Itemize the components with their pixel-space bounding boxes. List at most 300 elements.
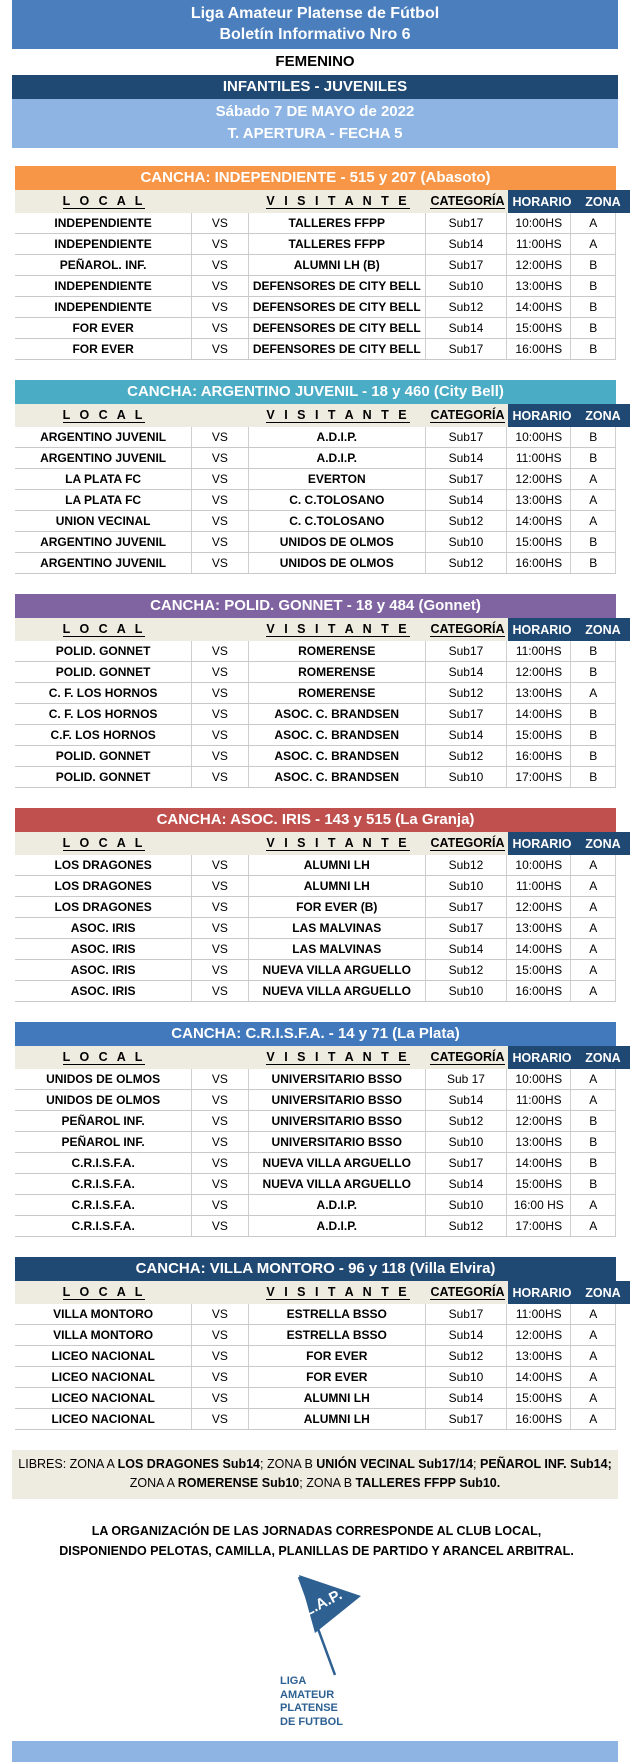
local-team: ASOC. IRIS xyxy=(70,963,136,977)
horario-value: 10:00HS xyxy=(506,855,570,875)
categoria-value: Sub17 xyxy=(425,255,506,275)
horario-value: 10:00HS xyxy=(506,1069,570,1089)
zona-value: B xyxy=(570,318,616,338)
zona-value: A xyxy=(570,1069,616,1089)
horario-value: 11:00HS xyxy=(506,876,570,896)
categoria-value: Sub10 xyxy=(425,876,506,896)
league-title-band xyxy=(12,0,618,49)
visitante-team: ALUMNI LH xyxy=(248,1409,425,1429)
vs-label: VS xyxy=(191,1174,247,1194)
vs-label: VS xyxy=(191,939,247,959)
visitante-team: ASOC. C. BRANDSEN xyxy=(248,767,425,787)
column-header-visitante: V I S I T A N T E xyxy=(266,194,410,208)
column-header-vs-spacer xyxy=(193,190,249,213)
zona-value: A xyxy=(570,511,616,531)
local-team: LOS DRAGONES xyxy=(54,858,152,872)
match-row xyxy=(15,490,616,511)
horario-value: 17:00HS xyxy=(506,767,570,787)
logo-wordmark-line: AMATEUR xyxy=(280,1688,335,1701)
column-header-zona: ZONA xyxy=(585,408,621,423)
categoria-value: Sub17 xyxy=(425,339,506,359)
categoria-value: Sub10 xyxy=(425,532,506,552)
horario-value: 13:00HS xyxy=(506,490,570,510)
column-header-local: L O C A L xyxy=(62,1050,146,1064)
local-team: ASOC. IRIS xyxy=(70,921,136,935)
horario-value: 11:00HS xyxy=(506,234,570,254)
organization-note xyxy=(0,1521,633,1561)
categoria-value: Sub17 xyxy=(425,1304,506,1324)
zona-value: A xyxy=(570,876,616,896)
column-header-horario-zona xyxy=(508,404,630,427)
categoria-value: Sub12 xyxy=(425,855,506,875)
categoria-value: Sub12 xyxy=(425,683,506,703)
categoria-value: Sub17 xyxy=(425,641,506,661)
categoria-value: Sub14 xyxy=(425,448,506,468)
vs-label: VS xyxy=(191,960,247,980)
cancha-title: CANCHA: ASOC. IRIS - 143 y 515 (La Granja) xyxy=(15,808,616,832)
local-team: ARGENTINO JUVENIL xyxy=(40,535,167,549)
categoria-value: Sub12 xyxy=(425,297,506,317)
category-band: FEMENINO xyxy=(12,49,618,75)
match-row xyxy=(15,1304,616,1325)
categoria-value: Sub10 xyxy=(425,767,506,787)
visitante-team: C. C.TOLOSANO xyxy=(248,511,425,531)
horario-value: 11:00HS xyxy=(506,1304,570,1324)
local-team: C.F. LOS HORNOS xyxy=(50,728,156,742)
categoria-value: Sub14 xyxy=(425,234,506,254)
horario-value: 14:00HS xyxy=(506,704,570,724)
horario-value: 16:00HS xyxy=(506,1409,570,1429)
libres-segment: ; xyxy=(473,1457,480,1471)
categoria-value: Sub10 xyxy=(425,276,506,296)
visitante-team: UNIVERSITARIO BSSO xyxy=(248,1090,425,1110)
zona-value: A xyxy=(570,469,616,489)
cancha-section xyxy=(15,1022,621,1237)
cancha-section xyxy=(15,1257,621,1430)
horario-value: 12:00HS xyxy=(506,1111,570,1131)
zona-value: A xyxy=(570,918,616,938)
categoria-value: Sub14 xyxy=(425,318,506,338)
horario-value: 13:00HS xyxy=(506,918,570,938)
vs-label: VS xyxy=(191,213,247,233)
local-team: POLID. GONNET xyxy=(55,644,151,658)
column-header-horario-zona xyxy=(508,832,630,855)
zona-value: B xyxy=(570,297,616,317)
column-header-row xyxy=(15,832,621,855)
vs-label: VS xyxy=(191,1346,247,1366)
vs-label: VS xyxy=(191,876,247,896)
horario-value: 12:00HS xyxy=(506,469,570,489)
local-team: VILLA MONTORO xyxy=(53,1328,154,1342)
zona-value: B xyxy=(570,704,616,724)
column-header-zona: ZONA xyxy=(585,194,621,209)
libres-segment: PEÑAROL INF. Sub14; xyxy=(480,1457,612,1471)
horario-value: 13:00HS xyxy=(506,1346,570,1366)
categoria-value: Sub17 xyxy=(425,918,506,938)
zona-value: A xyxy=(570,1090,616,1110)
column-header-horario: HORARIO xyxy=(512,1285,572,1300)
local-team: ARGENTINO JUVENIL xyxy=(40,451,167,465)
sections xyxy=(15,166,621,1430)
match-row xyxy=(15,511,616,532)
match-row xyxy=(15,1216,616,1237)
categoria-value: Sub17 xyxy=(425,1409,506,1429)
local-team: INDEPENDIENTE xyxy=(54,216,152,230)
categoria-value: Sub14 xyxy=(425,725,506,745)
match-row xyxy=(15,981,616,1002)
categoria-value: Sub10 xyxy=(425,1367,506,1387)
zona-value: A xyxy=(570,490,616,510)
match-row xyxy=(15,960,616,981)
local-team: VILLA MONTORO xyxy=(53,1307,154,1321)
tournament-round: T. APERTURA - FECHA 5 xyxy=(227,125,403,142)
categoria-value: Sub17 xyxy=(425,469,506,489)
vs-label: VS xyxy=(191,1388,247,1408)
local-team: FOR EVER xyxy=(72,321,134,335)
visitante-team: ALUMNI LH (B) xyxy=(248,255,425,275)
zona-value: B xyxy=(570,553,616,573)
visitante-team: LAS MALVINAS xyxy=(248,918,425,938)
categoria-value: Sub14 xyxy=(425,1388,506,1408)
local-team: UNION VECINAL xyxy=(55,514,151,528)
visitante-team: ASOC. C. BRANDSEN xyxy=(248,704,425,724)
column-header-row xyxy=(15,1281,621,1304)
match-row xyxy=(15,1174,616,1195)
visitante-team: ROMERENSE xyxy=(248,641,425,661)
vs-label: VS xyxy=(191,427,247,447)
categoria-value: Sub17 xyxy=(425,427,506,447)
local-team: ARGENTINO JUVENIL xyxy=(40,430,167,444)
match-row xyxy=(15,1069,616,1090)
libres-line-1 xyxy=(12,1455,618,1474)
local-team: ASOC. IRIS xyxy=(70,942,136,956)
logo-wordmark-line: PLATENSE xyxy=(280,1702,338,1714)
categoria-value: Sub14 xyxy=(425,1174,506,1194)
vs-label: VS xyxy=(191,234,247,254)
horario-value: 13:00HS xyxy=(506,1132,570,1152)
zona-value: A xyxy=(570,1304,616,1324)
vs-label: VS xyxy=(191,1153,247,1173)
match-row xyxy=(15,939,616,960)
match-row xyxy=(15,234,616,255)
visitante-team: DEFENSORES DE CITY BELL xyxy=(248,297,425,317)
cancha-title: CANCHA: ARGENTINO JUVENIL - 18 y 460 (City Bell) xyxy=(15,380,616,404)
categoria-value: Sub14 xyxy=(425,939,506,959)
categoria-value: Sub12 xyxy=(425,511,506,531)
horario-value: 15:00HS xyxy=(506,532,570,552)
visitante-team: ASOC. C. BRANDSEN xyxy=(248,746,425,766)
column-header-categoria: CATEGORÍA xyxy=(430,1050,505,1064)
column-header-horario-zona xyxy=(508,1281,630,1304)
visitante-team: A.D.I.P. xyxy=(248,1216,425,1236)
categoria-value: Sub12 xyxy=(425,1111,506,1131)
horario-value: 14:00HS xyxy=(506,1153,570,1173)
match-rows xyxy=(15,1069,616,1237)
vs-label: VS xyxy=(191,981,247,1001)
local-team: UNIDOS DE OLMOS xyxy=(46,1093,161,1107)
bottom-band xyxy=(12,1741,618,1762)
column-header-zona: ZONA xyxy=(585,836,621,851)
visitante-team: UNIDOS DE OLMOS xyxy=(248,532,425,552)
local-team: LICEO NACIONAL xyxy=(51,1370,155,1384)
vs-label: VS xyxy=(191,641,247,661)
column-header-local: L O C A L xyxy=(62,836,146,850)
match-row xyxy=(15,448,616,469)
zona-value: A xyxy=(570,1216,616,1236)
zona-value: B xyxy=(570,339,616,359)
zona-value: B xyxy=(570,725,616,745)
zona-value: B xyxy=(570,276,616,296)
match-row xyxy=(15,1195,616,1216)
match-row xyxy=(15,1132,616,1153)
vs-label: VS xyxy=(191,1132,247,1152)
match-row xyxy=(15,1409,616,1430)
visitante-team: ASOC. C. BRANDSEN xyxy=(248,725,425,745)
libres-segment: ; ZONA B xyxy=(260,1457,317,1471)
zona-value: A xyxy=(570,213,616,233)
column-header-vs-spacer xyxy=(193,1281,249,1304)
local-team: POLID. GONNET xyxy=(55,665,151,679)
vs-label: VS xyxy=(191,553,247,573)
visitante-team: TALLERES FFPP xyxy=(248,234,425,254)
column-header-zona: ZONA xyxy=(585,1050,621,1065)
match-date: Sábado 7 DE MAYO de 2022 xyxy=(215,103,415,120)
categoria-value: Sub10 xyxy=(425,981,506,1001)
visitante-team: ROMERENSE xyxy=(248,662,425,682)
vs-label: VS xyxy=(191,1325,247,1345)
match-row xyxy=(15,1153,616,1174)
horario-value: 10:00HS xyxy=(506,213,570,233)
top-header xyxy=(12,0,618,148)
cancha-section xyxy=(15,380,621,574)
zona-value: A xyxy=(570,1367,616,1387)
column-header-horario: HORARIO xyxy=(512,622,572,637)
local-team: PEÑAROL INF. xyxy=(61,1114,145,1128)
vs-label: VS xyxy=(191,1409,247,1429)
zona-value: B xyxy=(570,532,616,552)
libres-note xyxy=(12,1450,618,1499)
visitante-team: ESTRELLA BSSO xyxy=(248,1325,425,1345)
horario-value: 15:00HS xyxy=(506,1388,570,1408)
match-row xyxy=(15,532,616,553)
horario-value: 12:00HS xyxy=(506,662,570,682)
vs-label: VS xyxy=(191,1069,247,1089)
libres-segment: LIBRES: ZONA A xyxy=(18,1457,118,1471)
local-team: LICEO NACIONAL xyxy=(51,1349,155,1363)
zona-value: A xyxy=(570,981,616,1001)
column-header-horario: HORARIO xyxy=(512,408,572,423)
zona-value: B xyxy=(570,255,616,275)
vs-label: VS xyxy=(191,1367,247,1387)
local-team: LICEO NACIONAL xyxy=(51,1412,155,1426)
zona-value: B xyxy=(570,1132,616,1152)
horario-value: 13:00HS xyxy=(506,683,570,703)
zona-value: B xyxy=(570,662,616,682)
horario-value: 12:00HS xyxy=(506,255,570,275)
local-team: LOS DRAGONES xyxy=(54,900,152,914)
local-team: C.R.I.S.F.A. xyxy=(71,1198,135,1212)
match-row xyxy=(15,641,616,662)
column-header-categoria: CATEGORÍA xyxy=(430,622,505,636)
match-row xyxy=(15,725,616,746)
categoria-value: Sub12 xyxy=(425,960,506,980)
match-row xyxy=(15,1388,616,1409)
horario-value: 15:00HS xyxy=(506,960,570,980)
vs-label: VS xyxy=(191,448,247,468)
visitante-team: DEFENSORES DE CITY BELL xyxy=(248,276,425,296)
libres-segment: ; ZONA B xyxy=(299,1476,356,1490)
match-row xyxy=(15,1325,616,1346)
column-header-visitante: V I S I T A N T E xyxy=(266,836,410,850)
vs-label: VS xyxy=(191,897,247,917)
libres-segment: TALLERES FFPP Sub10. xyxy=(355,1476,501,1490)
column-header-zona: ZONA xyxy=(585,1285,621,1300)
vs-label: VS xyxy=(191,1216,247,1236)
zona-value: A xyxy=(570,683,616,703)
visitante-team: ALUMNI LH xyxy=(248,855,425,875)
match-row xyxy=(15,767,616,788)
local-team: C. F. LOS HORNOS xyxy=(48,686,158,700)
local-team: INDEPENDIENTE xyxy=(54,279,152,293)
zona-value: A xyxy=(570,234,616,254)
column-header-visitante: V I S I T A N T E xyxy=(266,408,410,422)
match-row xyxy=(15,704,616,725)
zona-value: B xyxy=(570,448,616,468)
libres-line-2 xyxy=(12,1474,618,1493)
vs-label: VS xyxy=(191,276,247,296)
match-row xyxy=(15,276,616,297)
vs-label: VS xyxy=(191,1195,247,1215)
match-row xyxy=(15,1090,616,1111)
column-header-horario: HORARIO xyxy=(512,1050,572,1065)
match-row xyxy=(15,339,616,360)
visitante-team: ALUMNI LH xyxy=(248,1388,425,1408)
date-band xyxy=(12,99,618,148)
visitante-team: TALLERES FFPP xyxy=(248,213,425,233)
visitante-team: DEFENSORES DE CITY BELL xyxy=(248,339,425,359)
vs-label: VS xyxy=(191,855,247,875)
organization-note-line-1: LA ORGANIZACIÓN DE LAS JORNADAS CORRESPONDE AL CLUB LOCAL, xyxy=(91,1524,542,1538)
cancha-section xyxy=(15,594,621,788)
libres-segment: LOS DRAGONES Sub14 xyxy=(117,1457,261,1471)
horario-value: 16:00HS xyxy=(506,553,570,573)
zona-value: A xyxy=(570,897,616,917)
categoria-value: Sub12 xyxy=(425,553,506,573)
match-row xyxy=(15,297,616,318)
vs-label: VS xyxy=(191,490,247,510)
horario-value: 11:00HS xyxy=(506,448,570,468)
vs-label: VS xyxy=(191,255,247,275)
league-title: Liga Amateur Platense de Fútbol xyxy=(190,5,440,22)
column-header-row xyxy=(15,404,621,427)
vs-label: VS xyxy=(191,662,247,682)
vs-label: VS xyxy=(191,704,247,724)
horario-value: 16:00 HS xyxy=(506,1195,570,1215)
categoria-value: Sub 17 xyxy=(425,1069,506,1089)
column-header-vs-spacer xyxy=(193,404,249,427)
column-header-visitante: V I S I T A N T E xyxy=(266,622,410,636)
visitante-team: DEFENSORES DE CITY BELL xyxy=(248,318,425,338)
match-row xyxy=(15,876,616,897)
zona-value: A xyxy=(570,939,616,959)
visitante-team: NUEVA VILLA ARGUELLO xyxy=(248,960,425,980)
vs-label: VS xyxy=(191,725,247,745)
horario-value: 14:00HS xyxy=(506,1367,570,1387)
vs-label: VS xyxy=(191,318,247,338)
cancha-title: CANCHA: POLID. GONNET - 18 y 484 (Gonnet) xyxy=(15,594,616,618)
zona-value: A xyxy=(570,1325,616,1345)
libres-segment: ROMERENSE Sub10 xyxy=(177,1476,300,1490)
zona-value: A xyxy=(570,1388,616,1408)
column-header-row xyxy=(15,1046,621,1069)
visitante-team: UNIDOS DE OLMOS xyxy=(248,553,425,573)
logo-wordmark-line: DE FUTBOL xyxy=(280,1715,343,1728)
logo-flag-text: L.A.P. xyxy=(300,1586,345,1620)
zona-value: A xyxy=(570,1195,616,1215)
horario-value: 14:00HS xyxy=(506,297,570,317)
match-row xyxy=(15,662,616,683)
local-team: PEÑAROL INF. xyxy=(61,1135,145,1149)
zona-value: B xyxy=(570,746,616,766)
visitante-team: NUEVA VILLA ARGUELLO xyxy=(248,981,425,1001)
categoria-value: Sub10 xyxy=(425,1195,506,1215)
match-rows xyxy=(15,641,616,788)
categoria-value: Sub14 xyxy=(425,490,506,510)
pennant-flag-icon xyxy=(265,1571,369,1681)
column-header-visitante: V I S I T A N T E xyxy=(266,1050,410,1064)
vs-label: VS xyxy=(191,746,247,766)
horario-value: 11:00HS xyxy=(506,641,570,661)
local-team: C.R.I.S.F.A. xyxy=(71,1177,135,1191)
horario-value: 14:00HS xyxy=(506,511,570,531)
horario-value: 16:00HS xyxy=(506,746,570,766)
cancha-title: CANCHA: VILLA MONTORO - 96 y 118 (Villa Elvira) xyxy=(15,1257,616,1281)
column-header-row xyxy=(15,618,621,641)
zona-value: A xyxy=(570,855,616,875)
local-team: POLID. GONNET xyxy=(55,770,151,784)
column-header-vs-spacer xyxy=(193,1046,249,1069)
local-team: C. F. LOS HORNOS xyxy=(48,707,158,721)
column-header-local: L O C A L xyxy=(62,622,146,636)
horario-value: 16:00HS xyxy=(506,981,570,1001)
local-team: LA PLATA FC xyxy=(65,472,142,486)
horario-value: 12:00HS xyxy=(506,897,570,917)
visitante-team: FOR EVER xyxy=(248,1367,425,1387)
visitante-team: NUEVA VILLA ARGUELLO xyxy=(248,1174,425,1194)
vs-label: VS xyxy=(191,1090,247,1110)
visitante-team: UNIVERSITARIO BSSO xyxy=(248,1069,425,1089)
visitante-team: UNIVERSITARIO BSSO xyxy=(248,1111,425,1131)
zona-value: B xyxy=(570,641,616,661)
visitante-team: EVERTON xyxy=(248,469,425,489)
division-band: INFANTILES - JUVENILES xyxy=(12,75,618,99)
visitante-team: A.D.I.P. xyxy=(248,448,425,468)
cancha-title: CANCHA: C.R.I.S.F.A. - 14 y 71 (La Plata) xyxy=(15,1022,616,1046)
vs-label: VS xyxy=(191,767,247,787)
visitante-team: NUEVA VILLA ARGUELLO xyxy=(248,1153,425,1173)
match-row xyxy=(15,683,616,704)
column-header-local: L O C A L xyxy=(62,408,146,422)
horario-value: 15:00HS xyxy=(506,725,570,745)
vs-label: VS xyxy=(191,297,247,317)
match-row xyxy=(15,553,616,574)
visitante-team: A.D.I.P. xyxy=(248,1195,425,1215)
visitante-team: C. C.TOLOSANO xyxy=(248,490,425,510)
zona-value: B xyxy=(570,1153,616,1173)
categoria-value: Sub17 xyxy=(425,897,506,917)
visitante-team: FOR EVER xyxy=(248,1346,425,1366)
categoria-value: Sub14 xyxy=(425,1325,506,1345)
